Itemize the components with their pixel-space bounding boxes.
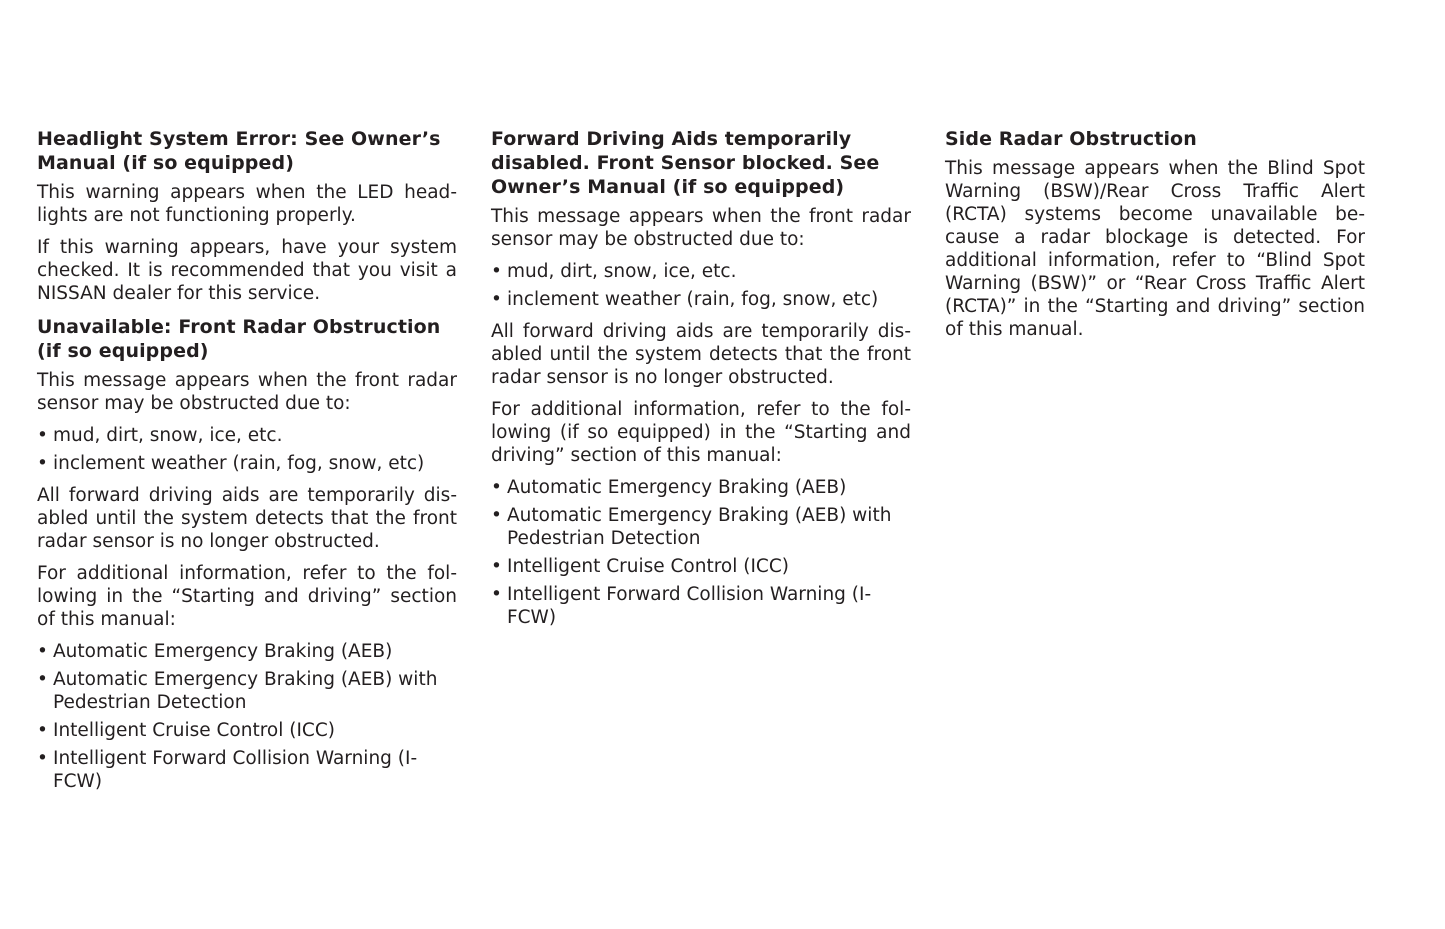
bullet-icon: • <box>491 584 502 605</box>
bullet-icon: • <box>37 669 48 690</box>
bullet-list-item <box>491 288 911 311</box>
bullet-text: mud, dirt, snow, ice, etc. <box>53 425 283 446</box>
column-left <box>37 127 457 802</box>
section-heading: Unavailable: Front Radar Obstruction (if so equipped) <box>37 316 441 362</box>
bullet-list <box>491 476 911 629</box>
body-paragraph: This warning appears when the LED headlights are not functioning properly. <box>37 182 457 226</box>
bullet-list <box>37 640 457 793</box>
bullet-icon: • <box>491 261 502 282</box>
bullet-text: Intelligent Cruise Control (ICC) <box>507 556 789 577</box>
manual-section <box>37 127 457 305</box>
bullet-list-item <box>37 719 457 742</box>
bullet-icon: • <box>37 425 48 446</box>
bullet-list-item <box>37 747 457 793</box>
body-paragraph: For additional information, refer to the following (if so equipped) in the “Starting and driving” section of this manual: <box>491 399 911 466</box>
body-paragraph: If this warning appears, have your system checked. It is recommended that you visit a NISSAN dealer for this service. <box>37 237 457 304</box>
manual-section <box>945 127 1365 341</box>
body-paragraph: This message appears when the Blind Spot Warning (BSW)/Rear Cross Traffic Alert (RCTA) systems become unavailable because a radar blockage is detected. For additional information, refer to “Blind Spot Warning (BSW)” or “Rear Cross Traffic Alert (RCTA)” in the “Starting and driving” section of this manual. <box>945 158 1365 340</box>
body-paragraph: All forward driving aids are temporarily disabled until the system detects that the front radar sensor is no longer obstructed. <box>491 321 911 388</box>
bullet-list-item <box>37 452 457 475</box>
column-right <box>945 127 1365 350</box>
bullet-icon: • <box>37 720 48 741</box>
bullet-icon: • <box>37 453 48 474</box>
body-paragraph: This message appears when the front radar sensor may be obstructed due to: <box>37 370 457 414</box>
bullet-icon: • <box>37 641 48 662</box>
bullet-text: Intelligent Forward Collision Warning (I-FCW) <box>53 748 418 792</box>
bullet-icon: • <box>491 556 502 577</box>
section-heading: Forward Driving Aids temporarily disabled. Front Sensor blocked. See Owner’s Manual (if so equipped) <box>491 128 880 198</box>
body-paragraph: All forward driving aids are temporarily disabled until the system detects that the front radar sensor is no longer obstructed. <box>37 485 457 552</box>
section-heading: Headlight System Error: See Owner’s Manual (if so equipped) <box>37 128 441 174</box>
column-middle <box>491 127 911 638</box>
manual-section <box>491 127 911 629</box>
bullet-text: Automatic Emergency Braking (AEB) with Pedestrian Detection <box>507 505 892 549</box>
bullet-text: mud, dirt, snow, ice, etc. <box>507 261 737 282</box>
bullet-text: Automatic Emergency Braking (AEB) <box>53 641 393 662</box>
section-heading: Side Radar Obstruction <box>945 128 1197 150</box>
bullet-text: Intelligent Forward Collision Warning (I-FCW) <box>507 584 872 628</box>
bullet-list-item <box>491 555 911 578</box>
bullet-text: Automatic Emergency Braking (AEB) with Pedestrian Detection <box>53 669 438 713</box>
bullet-icon: • <box>37 748 48 769</box>
bullet-list-item <box>37 640 457 663</box>
bullet-icon: • <box>491 289 502 310</box>
manual-section <box>37 315 457 793</box>
bullet-icon: • <box>491 477 502 498</box>
bullet-list <box>37 424 457 475</box>
bullet-list-item <box>491 260 911 283</box>
bullet-list-item <box>491 476 911 499</box>
bullet-icon: • <box>491 505 502 526</box>
bullet-list-item <box>37 424 457 447</box>
bullet-text: Intelligent Cruise Control (ICC) <box>53 720 335 741</box>
body-paragraph: This message appears when the front radar sensor may be obstructed due to: <box>491 206 911 250</box>
bullet-list-item <box>491 504 911 550</box>
bullet-text: inclement weather (rain, fog, snow, etc) <box>507 289 879 310</box>
bullet-list-item <box>491 583 911 629</box>
bullet-text: inclement weather (rain, fog, snow, etc) <box>53 453 425 474</box>
bullet-list-item <box>37 668 457 714</box>
bullet-text: Automatic Emergency Braking (AEB) <box>507 477 847 498</box>
body-paragraph: For additional information, refer to the following in the “Starting and driving” section of this manual: <box>37 563 457 630</box>
bullet-list <box>491 260 911 311</box>
